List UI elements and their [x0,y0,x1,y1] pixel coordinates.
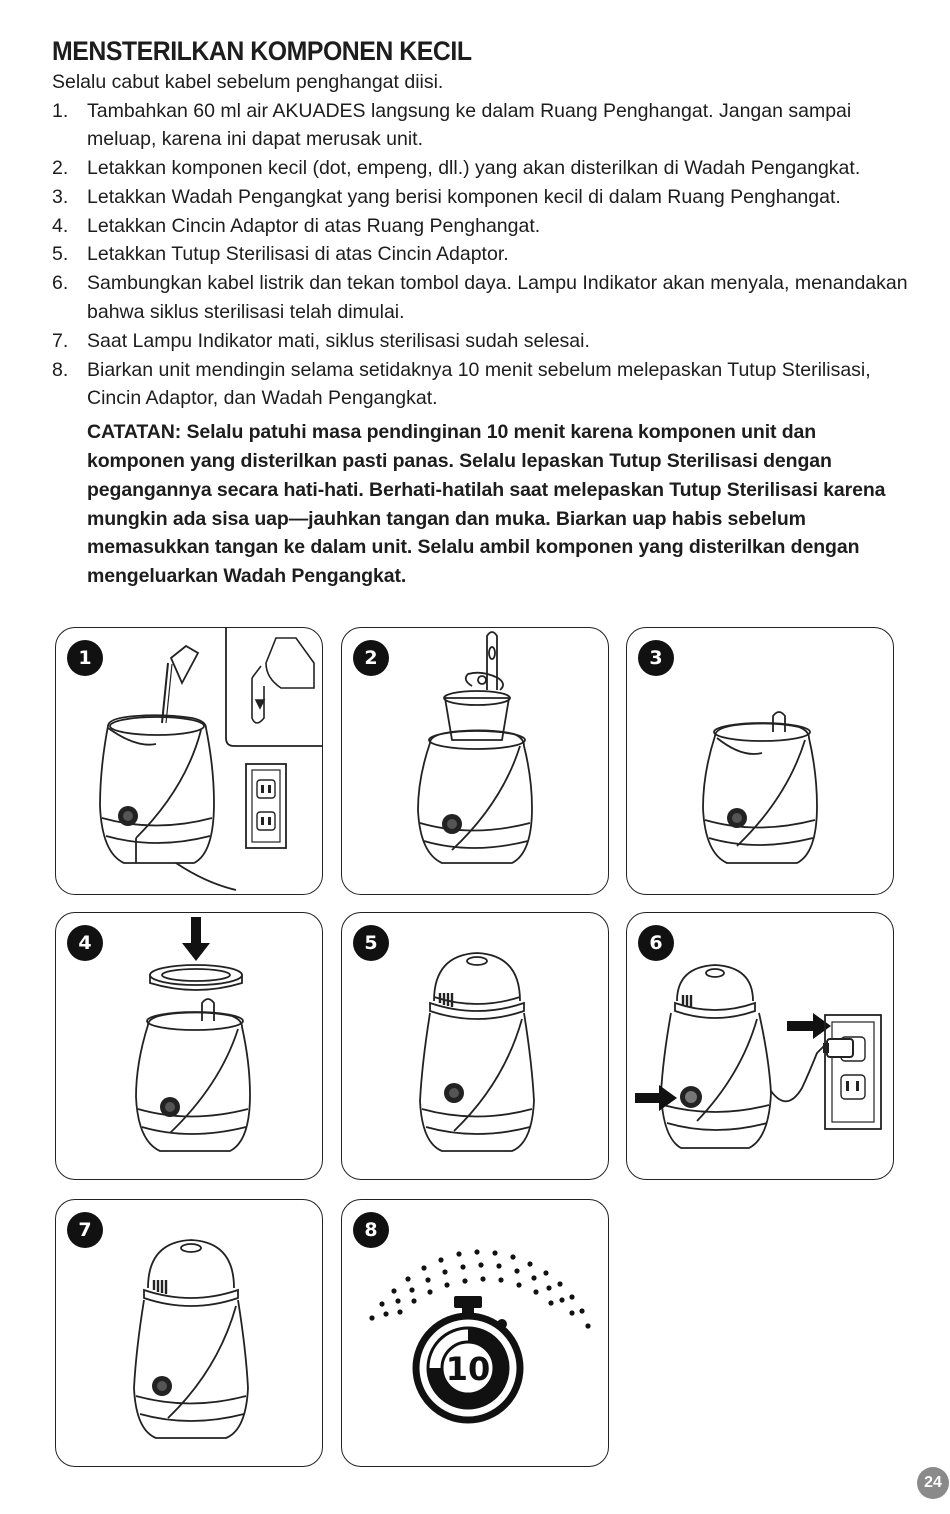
step-number: 8. [52,358,69,381]
illustration-panel-4 [55,912,323,1180]
step-number: 5. [52,243,69,266]
lift-basket-icon [444,632,510,740]
adaptor-ring-icon [150,965,242,990]
panel-number-badge: 3 [638,640,674,676]
panel-number-badge: 1 [67,640,103,676]
stopwatch-icon [416,1296,520,1420]
step-list [52,97,912,414]
water-pour-icon [162,646,198,723]
illustration-panel-6 [626,912,894,1180]
step-number: 7. [52,329,69,352]
arrow-down-icon [182,917,210,961]
caution-note: CATATAN: Selalu patuhi masa pendinginan 10 menit karena komponen unit dan komponen yang disterilkan pasti panas. Selalu lepaskan Tutup Sterilisasi dengan pegangannya secara hati-hati. Berhati-hatilah saat melepaskan Tutup Sterilisasi karena mungkin ada sisa uap—jauhkan tangan dan muka. Biarkan uap habis sebelum memasukkan tangan ke dalam unit. Selalu ambil komponen yang disterilkan dengan mengeluarkan Wadah Pengangkat. [87,421,886,588]
sterilizer-cover-icon [144,1240,238,1306]
illustration-panel-7 [55,1199,323,1467]
wall-outlet-icon [825,1015,881,1129]
step-number: 3. [52,185,69,208]
step-item [52,183,912,212]
plug-icon [823,1039,853,1057]
instructions [52,34,912,591]
step-number: 2. [52,157,69,180]
illustration-panel-3 [626,627,894,895]
sterilizer-cover-icon [675,965,755,1018]
step-item [52,212,912,241]
panel-number-badge: 4 [67,925,103,961]
step-text: Saat Lampu Indikator mati, siklus sterilisasi sudah selesai. [87,329,590,352]
panel-number-badge: 5 [353,925,389,961]
step-text: Tambahkan 60 ml air AKUADES langsung ke dalam Ruang Penghangat. Jangan sampai meluap, karena ini dapat merusak unit. [87,99,852,151]
wall-outlet-icon [246,764,286,848]
illustration-panel-1 [55,627,323,895]
illustration-panel-2 [341,627,609,895]
step-item [52,327,912,356]
illustration-panel-5 [341,912,609,1180]
bottle-icon [252,638,314,723]
step-text: Letakkan komponen kecil (dot, empeng, dll.) yang akan disterilkan di Wadah Pengangkat. [87,157,861,180]
intro-text: Selalu cabut kabel sebelum penghangat diisi. [52,71,444,93]
step-text: Letakkan Cincin Adaptor di atas Ruang Penghangat. [87,214,541,237]
step-item [52,356,912,414]
step-text: Letakkan Wadah Pengangkat yang berisi komponen kecil di dalam Ruang Penghangat. [87,185,841,208]
panel-number-badge: 7 [67,1212,103,1248]
step-item [52,240,912,269]
step-number: 1. [52,99,69,122]
step-text: Letakkan Tutup Sterilisasi di atas Cincin Adaptor. [87,243,509,266]
step-text: Sambungkan kabel listrik dan tekan tombol daya. Lampu Indikator akan menyala, menandakan bahwa siklus sterilisasi telah dimulai. [87,272,908,324]
timer-value: 10 [445,1350,491,1388]
page-number: 24 [917,1467,949,1499]
step-number: 6. [52,272,69,295]
page-title: MENSTERILKAN KOMPONEN KECIL [52,36,472,66]
illustration-panel-8 [341,1199,609,1467]
step-item [52,154,912,183]
step-item [52,97,912,155]
sterilizer-cover-icon [430,953,524,1019]
warmer-icon [727,808,747,828]
panel-number-badge: 6 [638,925,674,961]
panel-number-badge: 8 [353,1212,389,1248]
step-item [52,269,912,327]
step-number: 4. [52,214,69,237]
panel-number-badge: 2 [353,640,389,676]
step-text: Biarkan unit mendingin selama setidaknya 10 menit sebelum melepaskan Tutup Sterilisasi, Cincin Adaptor, dan Wadah Pengangkat. [87,358,871,410]
